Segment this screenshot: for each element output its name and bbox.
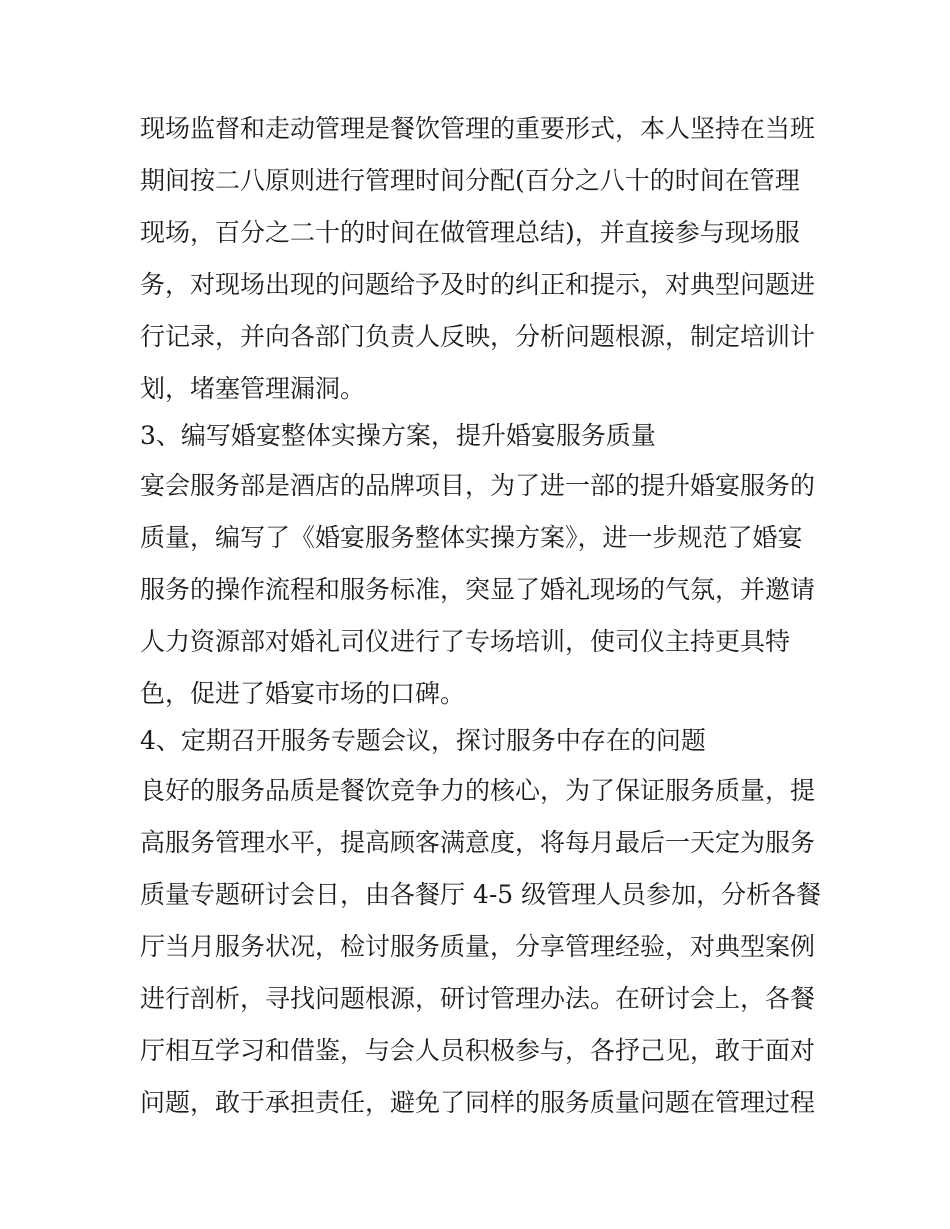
paragraph-line: 问题，敢于承担责任，避免了同样的服务质量问题在管理过程 <box>140 1088 816 1117</box>
section-heading: 4、定期召开服务专题会议，探讨服务中存在的问题 <box>140 726 706 755</box>
paragraph-line: 高服务管理水平，提高顾客满意度，将每月最后一天定为服务 <box>140 828 816 857</box>
paragraph-line: 期间按二八原则进行管理时间分配(百分之八十的时间在管理 <box>140 166 800 195</box>
paragraph-line: 厅当月服务状况，检讨服务质量，分享管理经验，对典型案例 <box>140 932 816 961</box>
paragraph-line: 良好的服务品质是餐饮竞争力的核心，为了保证服务质量，提 <box>140 776 816 805</box>
section-heading: 3、编写婚宴整体实操方案，提升婚宴服务质量 <box>140 421 656 450</box>
paragraph-line: 厅相互学习和借鉴，与会人员积极参与，各抒己见，敢于面对 <box>140 1036 816 1065</box>
paragraph-line: 进行剖析，寻找问题根源，研讨管理办法。在研讨会上，各餐 <box>140 984 816 1013</box>
paragraph-line: 行记录，并向各部门负责人反映，分析问题根源，制定培训计 <box>140 322 816 351</box>
paragraph-line: 划，堵塞管理漏洞。 <box>140 374 366 403</box>
paragraph-line: 色，促进了婚宴市场的口碑。 <box>140 679 466 708</box>
paragraph-line: 现场，百分之二十的时间在做管理总结)，并直接参与现场服 <box>140 218 800 247</box>
paragraph-line: 质量专题研讨会日，由各餐厅 4-5 级管理人员参加，分析各餐 <box>140 880 822 909</box>
paragraph-line: 务，对现场出现的问题给予及时的纠正和提示，对典型问题进 <box>140 270 816 299</box>
paragraph-line: 服务的操作流程和服务标准，突显了婚礼现场的气氛，并邀请 <box>140 575 816 604</box>
paragraph-line: 质量，编写了《婚宴服务整体实操方案》，进一步规范了婚宴 <box>140 523 803 552</box>
paragraph-line: 宴会服务部是酒店的品牌项目，为了进一部的提升婚宴服务的 <box>140 471 816 500</box>
paragraph-line: 现场监督和走动管理是餐饮管理的重要形式，本人坚持在当班 <box>140 114 816 143</box>
paragraph-line: 人力资源部对婚礼司仪进行了专场培训，使司仪主持更具特 <box>140 627 791 656</box>
